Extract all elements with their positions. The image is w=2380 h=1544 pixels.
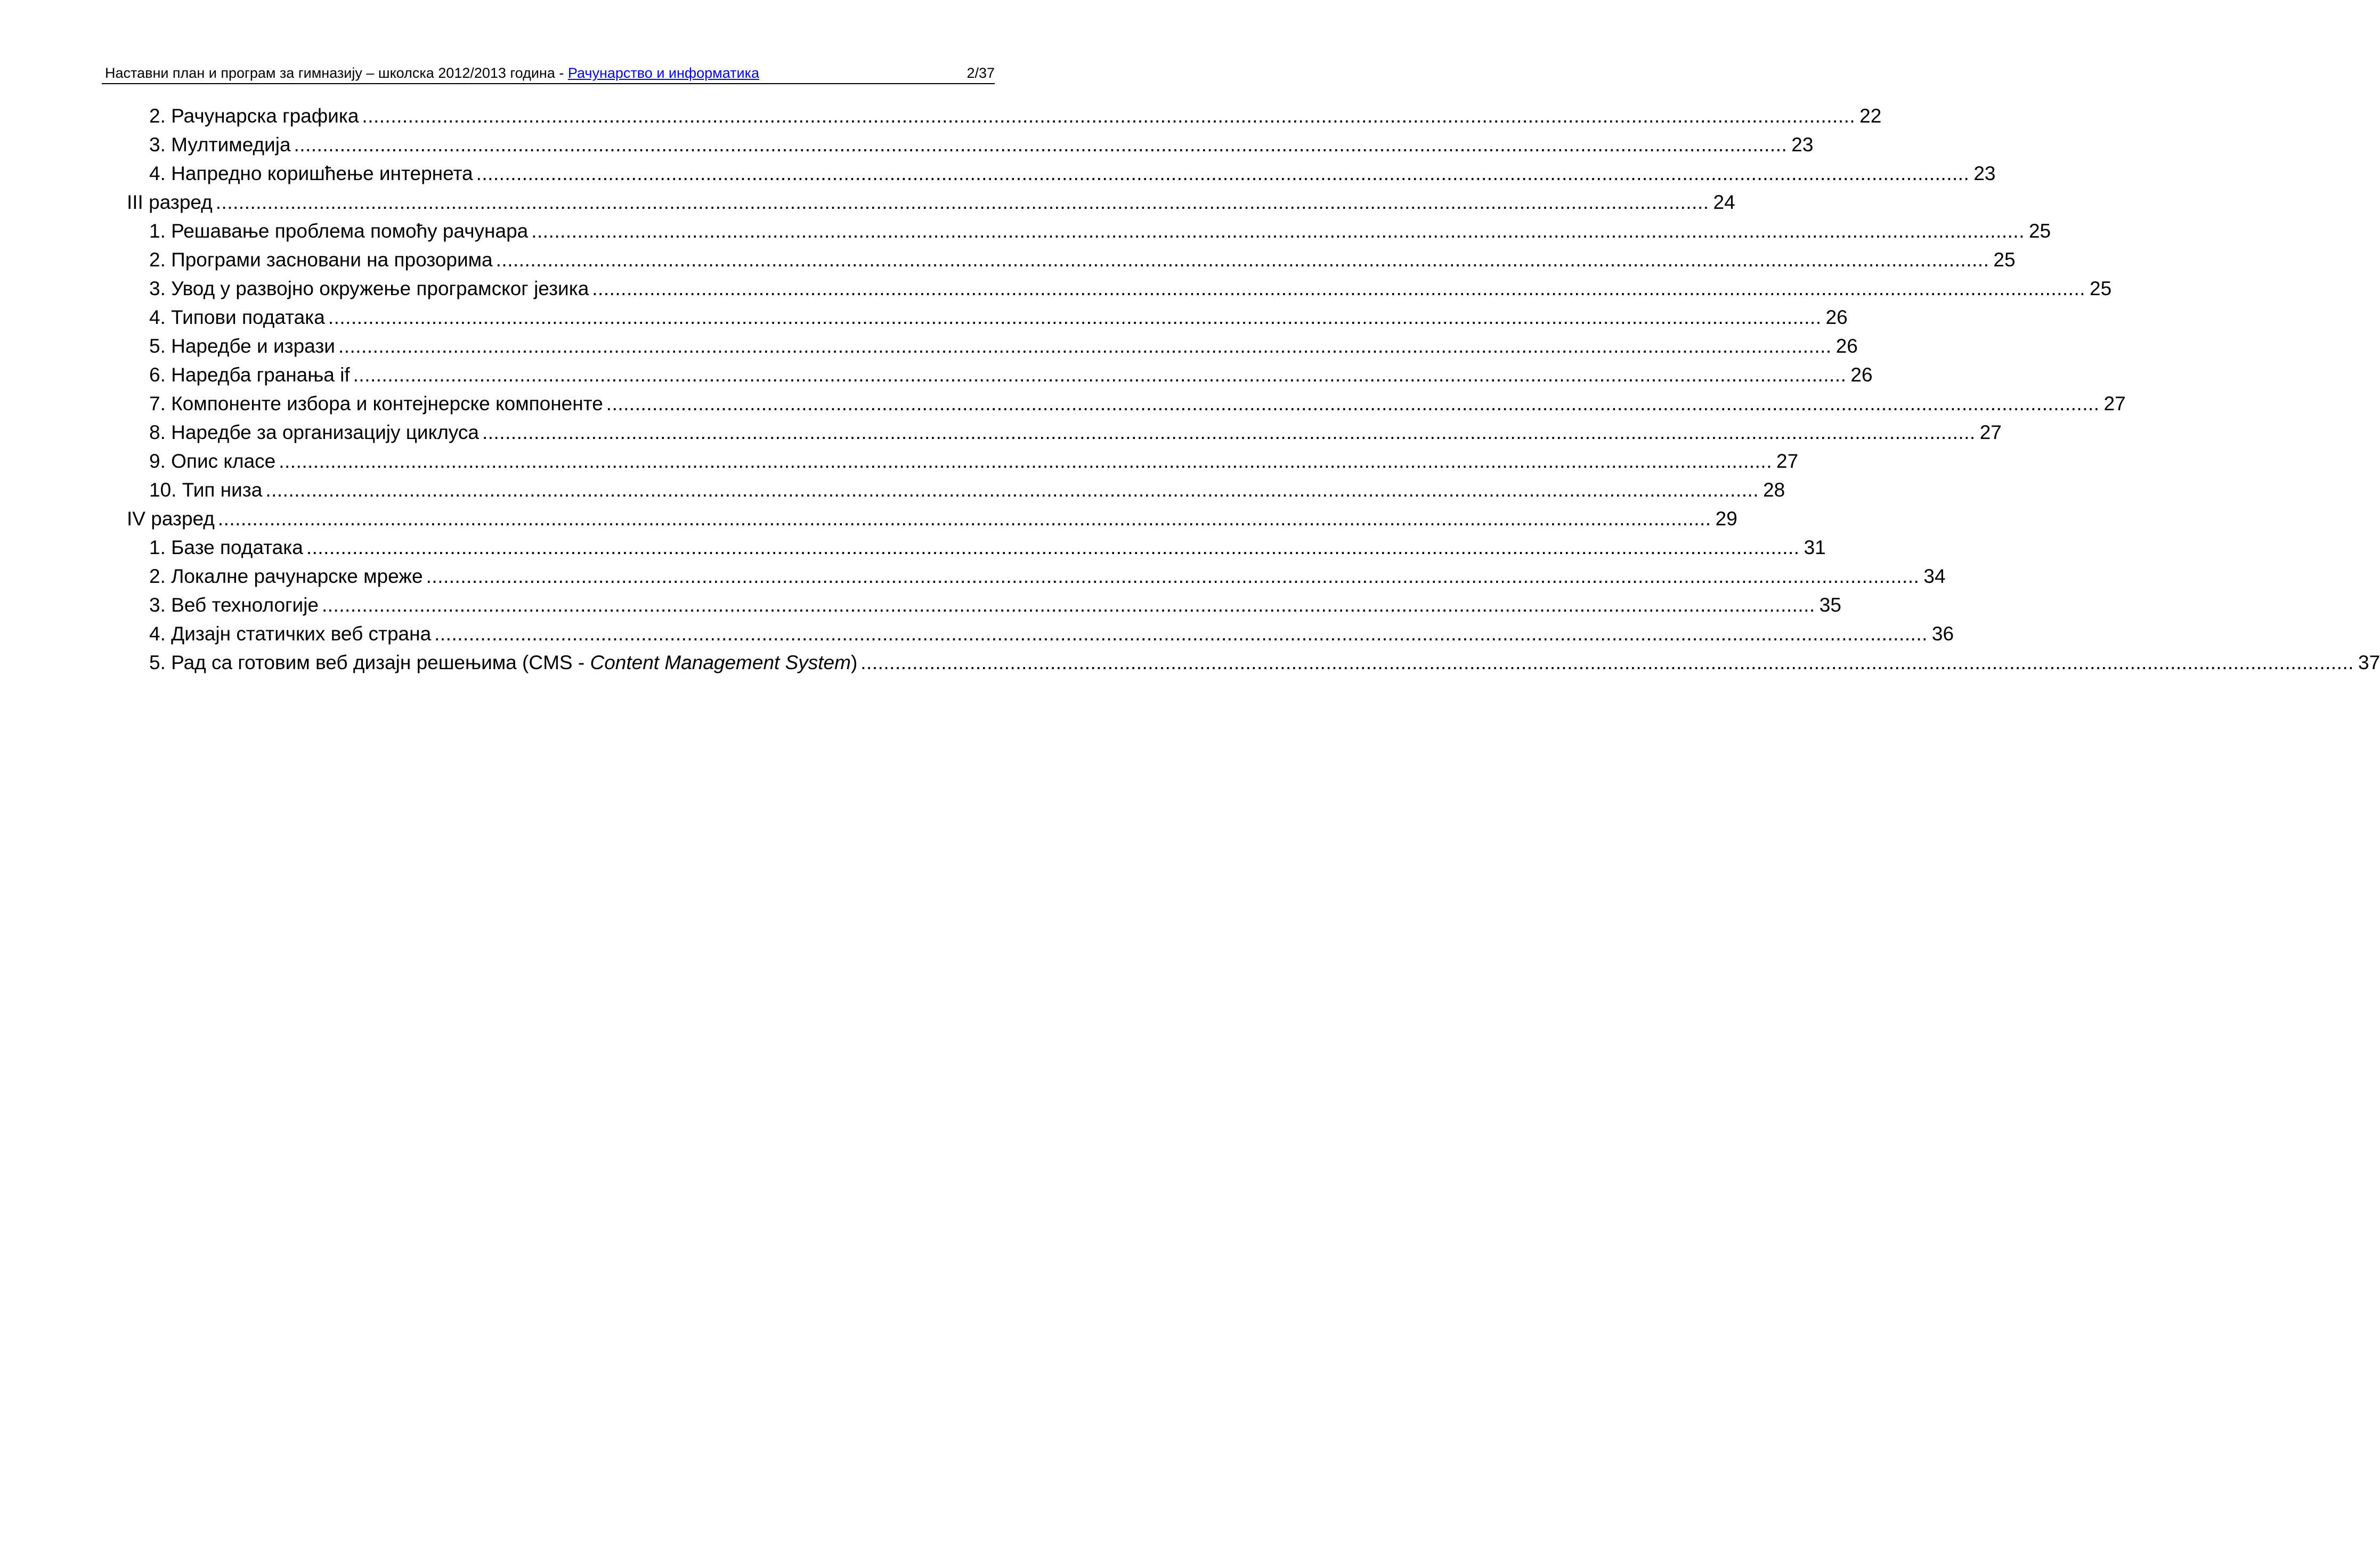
toc-section-entry[interactable] [127,505,1737,533]
toc-entry[interactable] [149,648,2380,677]
toc-entry-page: 25 [1993,249,2016,271]
toc-entry[interactable] [149,332,1858,361]
toc-entry-page: 36 [1931,623,1954,645]
toc-entry-page: 25 [2028,220,2051,242]
toc-entry-title: 1. Решавање проблема помоћу рачунара [149,220,529,242]
toc-entry-page: 25 [2090,278,2112,299]
toc-entry[interactable] [149,274,2112,303]
toc-entry-title-prefix: 5. Рад са готовим веб дизајн решењима (CMS - [149,652,590,673]
toc-entry-title: IV разред [127,508,215,530]
toc-entry-page: 26 [1835,335,1858,357]
page-header [102,63,995,84]
toc-entry-page: 29 [1715,508,1737,530]
toc-entry-title: 10. Тип низа [149,479,263,501]
toc-entry-title: 9. Опис класе [149,450,276,472]
toc-entry[interactable] [149,620,1954,648]
toc-dot-leader: .................................................................................................................................................................................................................................................................... [476,162,1970,184]
toc-dot-leader: .................................................................................................................................................................................................................................................................... [217,508,1711,530]
toc-dot-leader: .................................................................................................................................................................................................................................................................... [531,220,2025,242]
header-subject-link[interactable]: Рачунарство и информатика [567,65,760,81]
toc-entry[interactable] [149,246,2016,274]
toc-entry-page: 26 [1850,364,1873,386]
toc-entry-title: 3. Веб технологије [149,594,319,616]
toc-entry-page: 23 [1791,134,1814,156]
toc-entry-title: 3. Увод у развојно окружење програмског језика [149,278,589,299]
toc-dot-leader: .................................................................................................................................................................................................................................................................... [306,537,1800,558]
toc-dot-leader: .................................................................................................................................................................................................................................................................... [362,105,1856,127]
toc-dot-leader: .................................................................................................................................................................................................................................................................... [606,393,2100,415]
toc-entry-page: 34 [1923,565,1946,587]
toc-entry-page: 22 [1859,105,1882,127]
toc-dot-leader: .................................................................................................................................................................................................................................................................... [860,652,2354,673]
toc-entry-page: 27 [2103,393,2126,415]
toc-entry-title: 3. Мултимедија [149,134,291,156]
toc-entry-title: 2. Локалне рачунарске мреже [149,565,423,587]
toc-entry-title-italic: Content Management System [590,652,851,673]
toc-entry-title: 2. Програми засновани на прозорима [149,249,493,271]
page-number: 2/37 [966,65,995,81]
toc-entry-page: 37 [2358,652,2380,673]
toc-dot-leader: .................................................................................................................................................................................................................................................................... [434,623,1928,645]
toc-entry-title: 2. Рачунарска графика [149,105,359,127]
toc-dot-leader: .................................................................................................................................................................................................................................................................... [279,450,1772,472]
toc-dot-leader: .................................................................................................................................................................................................................................................................... [353,364,1847,386]
toc-dot-leader: .................................................................................................................................................................................................................................................................... [215,191,1709,213]
toc-entry-page: 28 [1763,479,1785,501]
toc-entry[interactable] [149,303,1848,332]
toc-entry[interactable] [149,447,1799,476]
toc-dot-leader: .................................................................................................................................................................................................................................................................... [338,335,1832,357]
toc-entry[interactable] [149,131,1814,159]
toc-entry-title: 4. Дизајн статичких веб страна [149,623,432,645]
toc-entry[interactable] [149,418,2002,447]
toc-entry[interactable] [149,389,2126,418]
toc-dot-leader: .................................................................................................................................................................................................................................................................... [496,249,1989,271]
toc-entry[interactable] [149,476,1785,505]
toc-entry-title: 7. Компоненте избора и контејнерске компоненте [149,393,603,415]
toc-entry-page: 23 [1973,162,1996,184]
toc-entry-page: 24 [1713,191,1735,213]
toc-entry-title: 4. Типови података [149,306,325,328]
toc-entry[interactable] [149,217,2051,246]
toc-entry[interactable] [149,591,1841,620]
toc-entry-title-suffix: ) [850,652,858,673]
toc-dot-leader: .................................................................................................................................................................................................................................................................... [265,479,1759,501]
toc-entry-title: 4. Напредно коришћење интернета [149,162,473,184]
toc-entry-page: 31 [1804,537,1826,558]
toc-dot-leader: .................................................................................................................................................................................................................................................................... [426,565,1920,587]
toc-entry-page: 26 [1825,306,1848,328]
toc-entry-title: III разред [127,191,213,213]
toc-entry-title: 6. Наредба гранања if [149,364,350,386]
toc-dot-leader: .................................................................................................................................................................................................................................................................... [482,421,1976,443]
toc-entry-title [149,648,860,677]
toc-entry-title: 8. Наредбе за организацију циклуса [149,421,479,443]
toc-dot-leader: .................................................................................................................................................................................................................................................................... [294,134,1788,156]
toc-dot-leader: .................................................................................................................................................................................................................................................................... [322,594,1815,616]
toc-entry[interactable] [149,102,1882,131]
toc-entry[interactable] [149,361,1873,389]
toc-dot-leader: .................................................................................................................................................................................................................................................................... [592,278,2086,299]
toc-section-entry[interactable] [127,188,1735,217]
toc-entry-page: 27 [1776,450,1799,472]
toc-entry[interactable] [149,159,1996,188]
toc-entry-title: 5. Наредбе и изрази [149,335,335,357]
header-title-text: Наставни план и програм за гимназију – школска 2012/2013 година - [105,65,568,81]
toc-entry[interactable] [149,533,1826,562]
toc-entry-title: 1. Базе података [149,537,303,558]
toc-entry[interactable] [149,562,1946,591]
toc-entry-page: 35 [1819,594,1841,616]
toc-entry-page: 27 [1979,421,2002,443]
header-title [105,63,759,83]
toc-dot-leader: .................................................................................................................................................................................................................................................................... [328,306,1822,328]
